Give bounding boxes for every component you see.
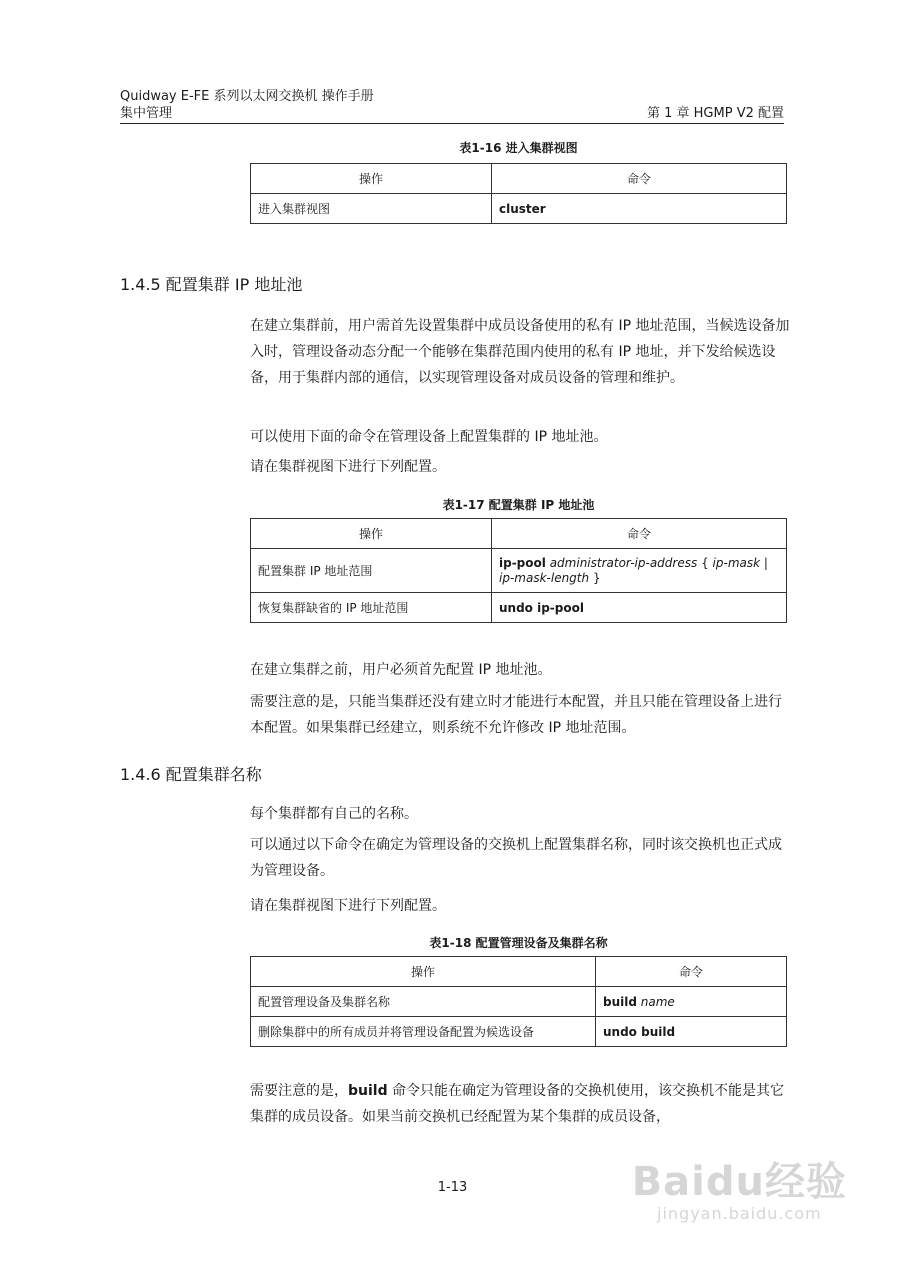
closing-text: 命令只能在确定为管理设备的交换机使用，该交换机不能是其它集群的成员设备。如果当前交换机已经配置为某个集群的成员设备，: [250, 1083, 785, 1125]
cmd-arg: administrator-ip-address: [549, 555, 698, 570]
cmd-arg: name: [640, 994, 675, 1009]
paragraph: 每个集群都有自己的名称。: [250, 806, 418, 822]
paragraph: 在建立集群之前，用户必须首先配置 IP 地址池。: [250, 662, 552, 678]
watermark-url: jingyan.baidu.com: [657, 1204, 822, 1223]
cmd-keyword: build: [603, 994, 637, 1009]
cmd-symbol: }: [592, 570, 601, 585]
table17-caption: 表1-17 配置集群 IP 地址池: [442, 498, 595, 512]
table18-cmd-cell: [596, 1017, 787, 1047]
watermark-brand: Baidu经验: [631, 1159, 847, 1205]
header-chapter: 第 1 章 HGMP V2 配置: [646, 106, 784, 121]
page-number: 1-13: [437, 1180, 468, 1195]
table18-op-cell: 配置管理设备及集群名称: [251, 987, 596, 1017]
section-title-1-4-5: 1.4.5 配置集群 IP 地址池: [120, 275, 303, 294]
paragraph-closing: [250, 1078, 790, 1130]
closing-text: 需要注意的是，: [250, 1083, 348, 1099]
table16-col-op: 操作: [251, 164, 492, 194]
table17-op-cell: 恢复集群缺省的 IP 地址范围: [251, 593, 492, 623]
table-row: [251, 593, 787, 623]
table18-col-op: 操作: [251, 957, 596, 987]
cmd-arg: ip-mask: [712, 555, 761, 570]
cmd-arg: ip-mask-length: [499, 570, 590, 585]
table-row: [251, 987, 787, 1017]
paragraph: 请在集群视图下进行下列配置。: [250, 898, 446, 914]
table18: [250, 956, 787, 1047]
table18-caption: 表1-18 配置管理设备及集群名称: [429, 936, 608, 950]
section-title-1-4-6: 1.4.6 配置集群名称: [120, 765, 262, 784]
table17-op-cell: 配置集群 IP 地址范围: [251, 549, 492, 593]
cmd-symbol: |: [763, 555, 768, 570]
header-divider: [120, 123, 784, 124]
paragraph: 请在集群视图下进行下列配置。: [250, 459, 446, 475]
paragraph: 需要注意的是，只能当集群还没有建立时才能进行本配置，并且只能在管理设备上进行本配置。如果集群已经建立，则系统不允许修改 IP 地址范围。: [250, 694, 782, 736]
table-row: [251, 1017, 787, 1047]
header-section: 集中管理: [120, 106, 173, 121]
table17-col-cmd: 命令: [492, 519, 787, 549]
table18-cmd-cell: [596, 987, 787, 1017]
table18-col-cmd: 命令: [596, 957, 787, 987]
paragraph: 在建立集群前，用户需首先设置集群中成员设备使用的私有 IP 地址范围，当候选设备加入时，管理设备动态分配一个能够在集群范围内使用的私有 IP 地址，并下发给候选设备，用于集群内部的通信，以实现管理设备对成员设备的管理和维护。: [250, 318, 790, 386]
paragraph: 可以使用下面的命令在管理设备上配置集群的 IP 地址池。: [250, 429, 608, 445]
cmd-keyword: undo build: [603, 1024, 676, 1039]
table16-cmd-cell: [492, 194, 787, 224]
cmd-symbol: {: [701, 555, 709, 570]
cmd-keyword: ip-pool: [499, 555, 546, 570]
table17: [250, 518, 787, 623]
table16-caption: 表1-16 进入集群视图: [459, 141, 578, 155]
cmd-keyword: undo ip-pool: [499, 600, 584, 615]
table17-cmd-cell: [492, 549, 787, 593]
cmd-keyword: build: [348, 1083, 388, 1099]
header-product: Quidway E-FE 系列以太网交换机 操作手册: [120, 89, 374, 104]
table-row: [251, 194, 787, 224]
table18-op-cell: 删除集群中的所有成员并将管理设备配置为候选设备: [251, 1017, 596, 1047]
table16-op-cell: 进入集群视图: [251, 194, 492, 224]
paragraph: 可以通过以下命令在确定为管理设备的交换机上配置集群名称，同时该交换机也正式成为管理设备。: [250, 837, 782, 879]
table16-col-cmd: 命令: [492, 164, 787, 194]
table-row: [251, 549, 787, 593]
table17-col-op: 操作: [251, 519, 492, 549]
cmd-keyword: cluster: [499, 201, 546, 216]
watermark: [632, 1160, 847, 1223]
table16: [250, 163, 787, 224]
table17-cmd-cell: [492, 593, 787, 623]
